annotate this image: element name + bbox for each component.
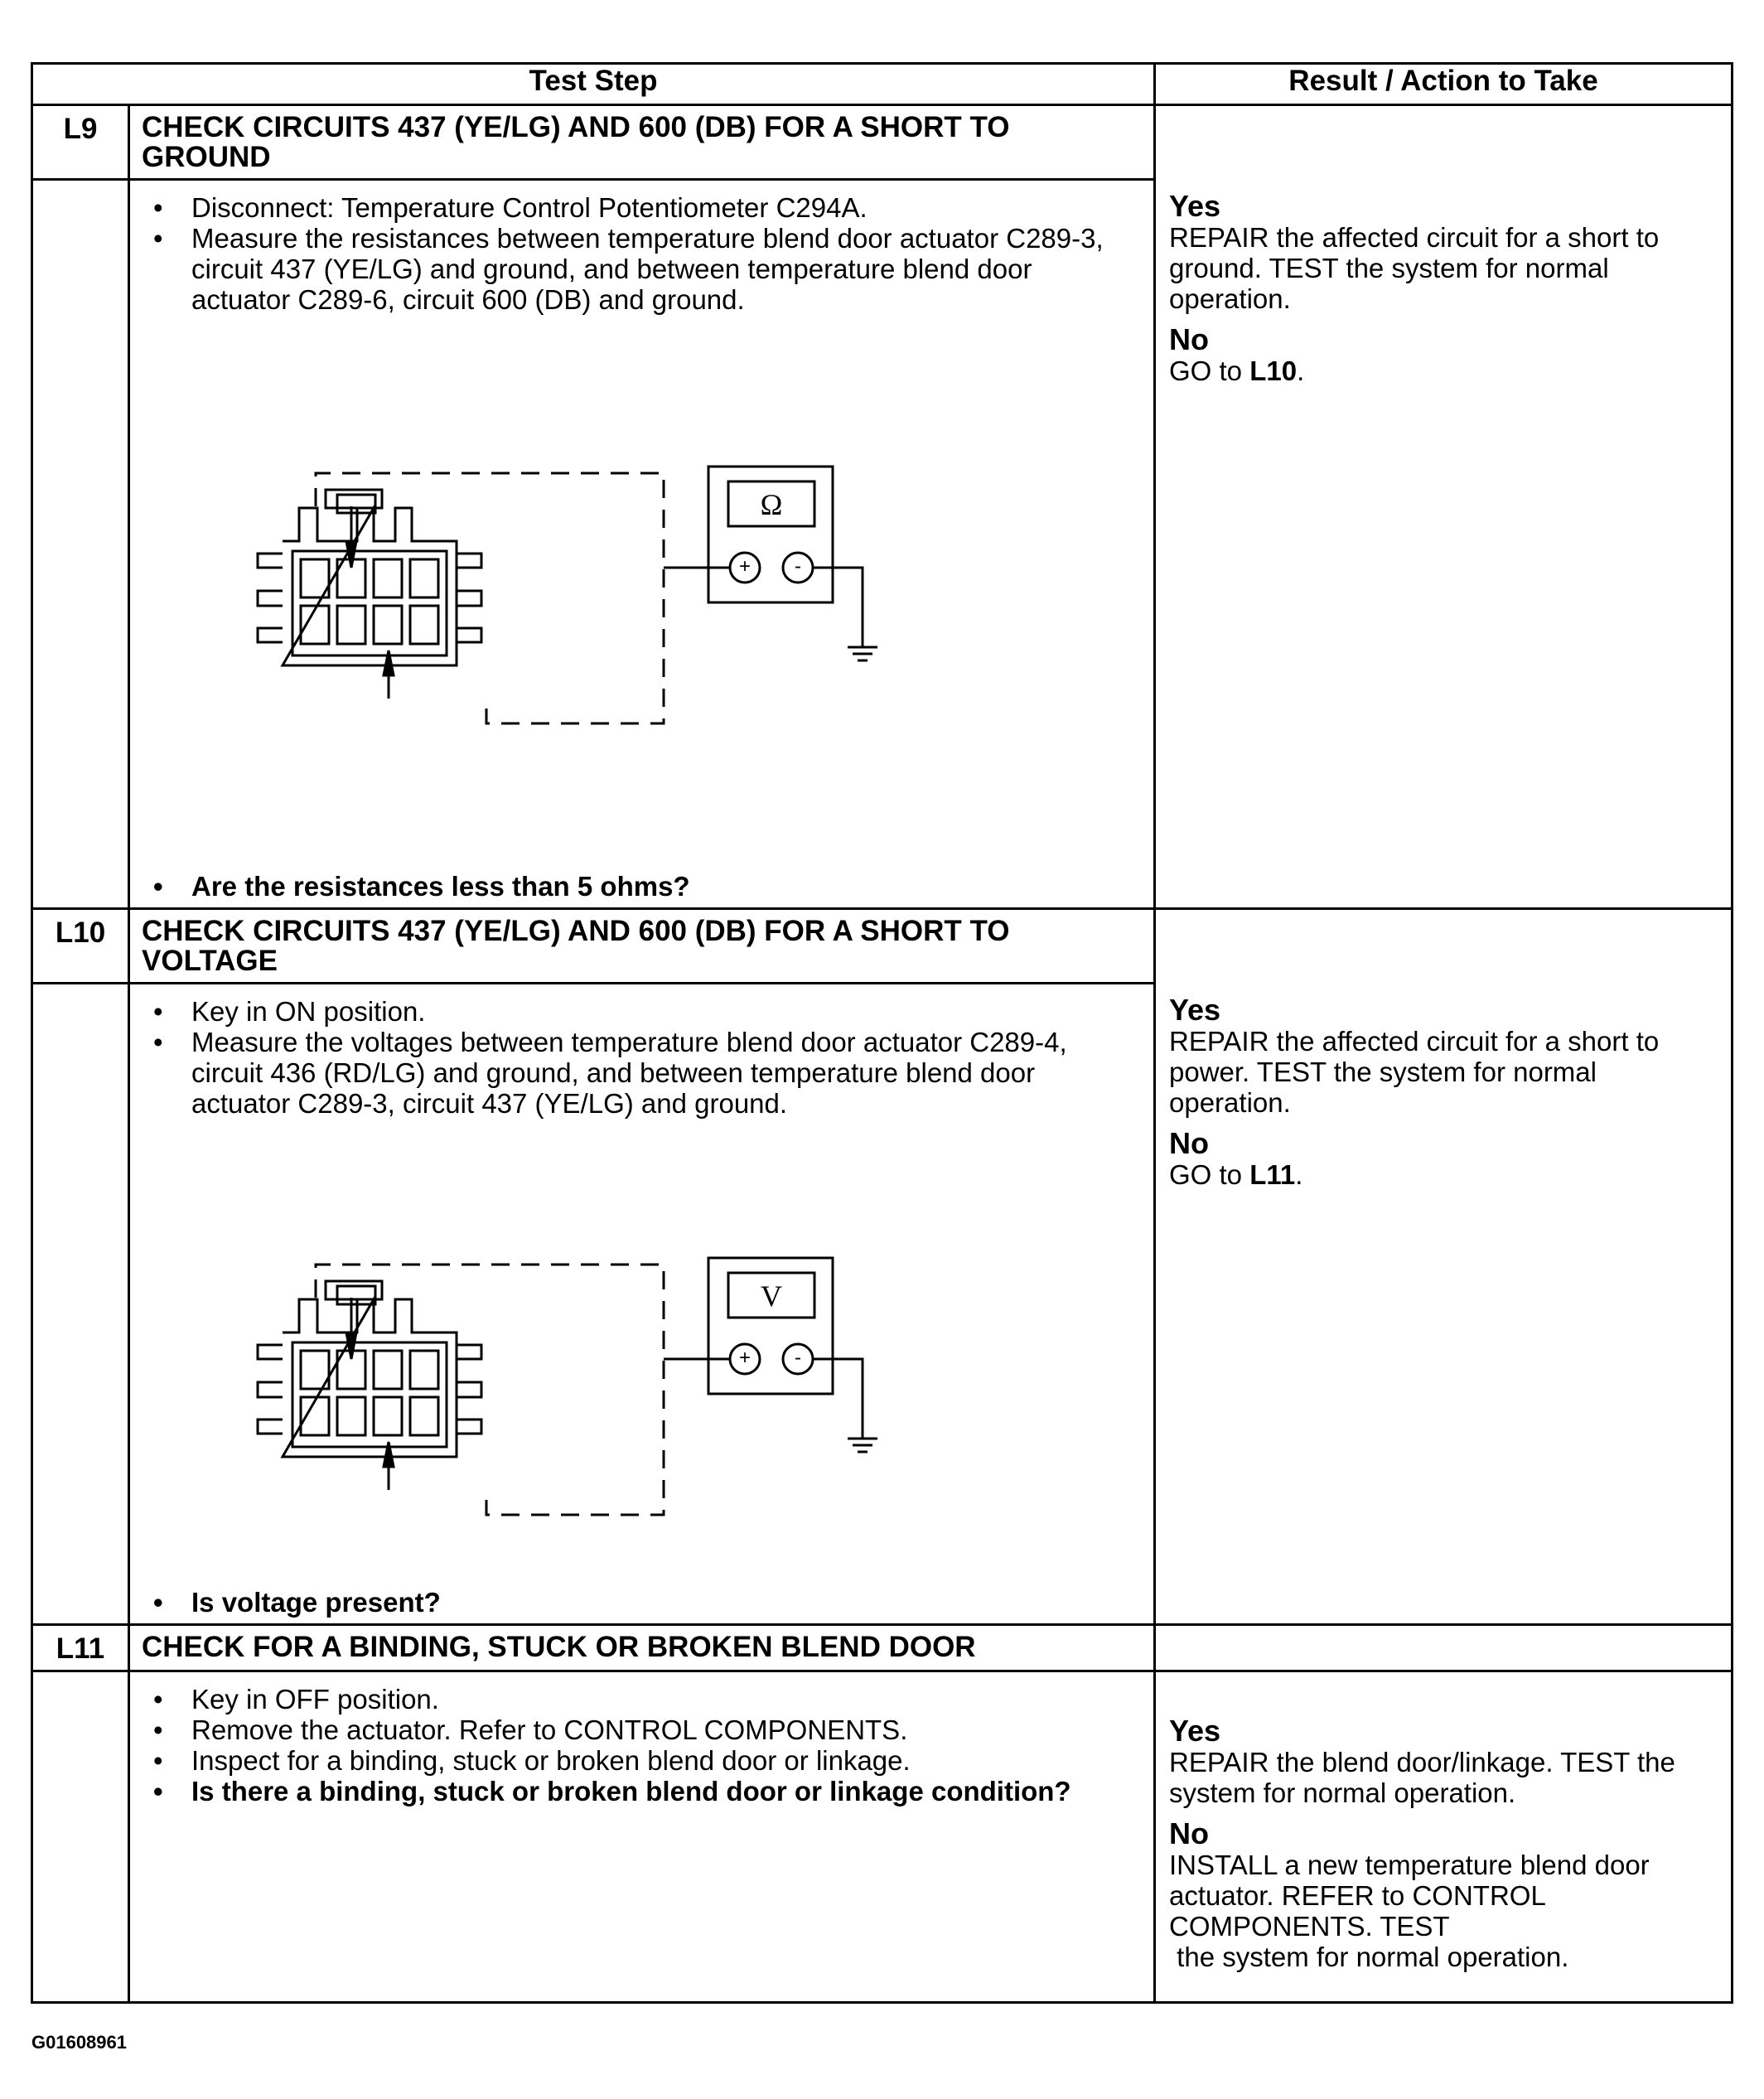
ohmmeter-connector-diagram xyxy=(208,458,887,732)
result-cell-l9 xyxy=(1155,105,1733,909)
step-body-row-l11 xyxy=(32,1671,1733,2003)
diagnostic-table xyxy=(31,62,1733,2004)
no-text-l11: INSTALL a new temperature blend door actuator. REFER to CONTROL COMPONENTS. TEST xyxy=(1169,1850,1650,1942)
action-list-l9 xyxy=(130,181,1153,315)
question-l9: • Are the resistances less than 5 ohms? xyxy=(153,871,690,902)
step-title-row-l9 xyxy=(32,105,1733,180)
plus-terminal-icon: + xyxy=(738,1347,752,1369)
plus-terminal-icon: + xyxy=(738,555,752,578)
action-item: • Measure the voltages between temperature blend door actuator C289-4, circuit 436 (RD/LG) and ground, and between temperature blend door actuator C289-3, circuit 437 (YE/LG) and ground. xyxy=(153,1027,1137,1119)
no-text2-l11: the system for normal operation. xyxy=(1169,1942,1569,1972)
minus-terminal-icon: - xyxy=(795,1347,801,1369)
meter-symbol: Ω xyxy=(760,488,783,521)
action-item: • Inspect for a binding, stuck or broken blend door or linkage. xyxy=(153,1745,1137,1776)
test-step-header: Test Step xyxy=(32,64,1155,105)
yes-label-l10: Yes xyxy=(1169,993,1221,1027)
no-text-l10: GO to L11. xyxy=(1169,1159,1303,1190)
step-body-l11 xyxy=(129,1671,1155,2003)
question-l10: • Is voltage present? xyxy=(153,1587,441,1618)
yes-label-l9: Yes xyxy=(1169,189,1221,223)
yes-text-l11: REPAIR the blend door/linkage. TEST the system for normal operation. xyxy=(1169,1747,1675,1808)
step-code-l11: L11 xyxy=(32,1625,129,1671)
result-spacer-l11 xyxy=(1155,1625,1733,1671)
voltmeter-connector-diagram xyxy=(208,1250,887,1523)
action-item: • Key in ON position. xyxy=(153,996,1137,1027)
no-label-l10: No xyxy=(1169,1126,1209,1160)
yes-text-l10: REPAIR the affected circuit for a short to power. TEST the system for normal operation. xyxy=(1169,1026,1660,1118)
no-text-l9: GO to L10. xyxy=(1169,355,1305,386)
yes-text-l9: REPAIR the affected circuit for a short to ground. TEST the system for normal operation. xyxy=(1169,222,1660,314)
step-body-l9 xyxy=(129,180,1155,909)
result-cell-l10 xyxy=(1155,909,1733,1625)
step-title-row-l11 xyxy=(32,1625,1733,1671)
document-id: G01608961 xyxy=(31,2032,127,2053)
action-item: • Measure the resistances between temperature blend door actuator C289-3, circuit 437 (YE/LG) and ground, and between temperature blend door actuator C289-6, circuit 600 (DB) and ground. xyxy=(153,223,1137,315)
step-code-l10: L10 xyxy=(32,909,129,984)
step-body-l10 xyxy=(129,984,1155,1625)
action-item: • Disconnect: Temperature Control Potentiometer C294A. xyxy=(153,192,1137,223)
step-title-l10: CHECK CIRCUITS 437 (YE/LG) AND 600 (DB) FOR A SHORT TO VOLTAGE xyxy=(129,909,1155,984)
meter-symbol: V xyxy=(761,1279,782,1313)
action-list-l11 xyxy=(130,1672,1153,1806)
question-l11: • Is there a binding, stuck or broken blend door or linkage condition? xyxy=(153,1776,1137,1806)
action-list-l10 xyxy=(130,984,1153,1119)
step-title-l9: CHECK CIRCUITS 437 (YE/LG) AND 600 (DB) FOR A SHORT TO GROUND xyxy=(129,105,1155,180)
step-code-l9: L9 xyxy=(32,105,129,180)
step-title-row-l10 xyxy=(32,909,1733,984)
result-cell-l11 xyxy=(1155,1671,1733,2003)
minus-terminal-icon: - xyxy=(795,555,801,578)
no-label-l9: No xyxy=(1169,322,1209,356)
table-header-row xyxy=(32,64,1733,105)
no-label-l11: No xyxy=(1169,1816,1209,1850)
yes-label-l11: Yes xyxy=(1169,1714,1221,1748)
action-item: • Remove the actuator. Refer to CONTROL COMPONENTS. xyxy=(153,1715,1137,1745)
step-title-l11: CHECK FOR A BINDING, STUCK OR BROKEN BLEND DOOR xyxy=(129,1625,1155,1671)
result-action-header: Result / Action to Take xyxy=(1155,64,1733,105)
action-item: • Key in OFF position. xyxy=(153,1684,1137,1715)
